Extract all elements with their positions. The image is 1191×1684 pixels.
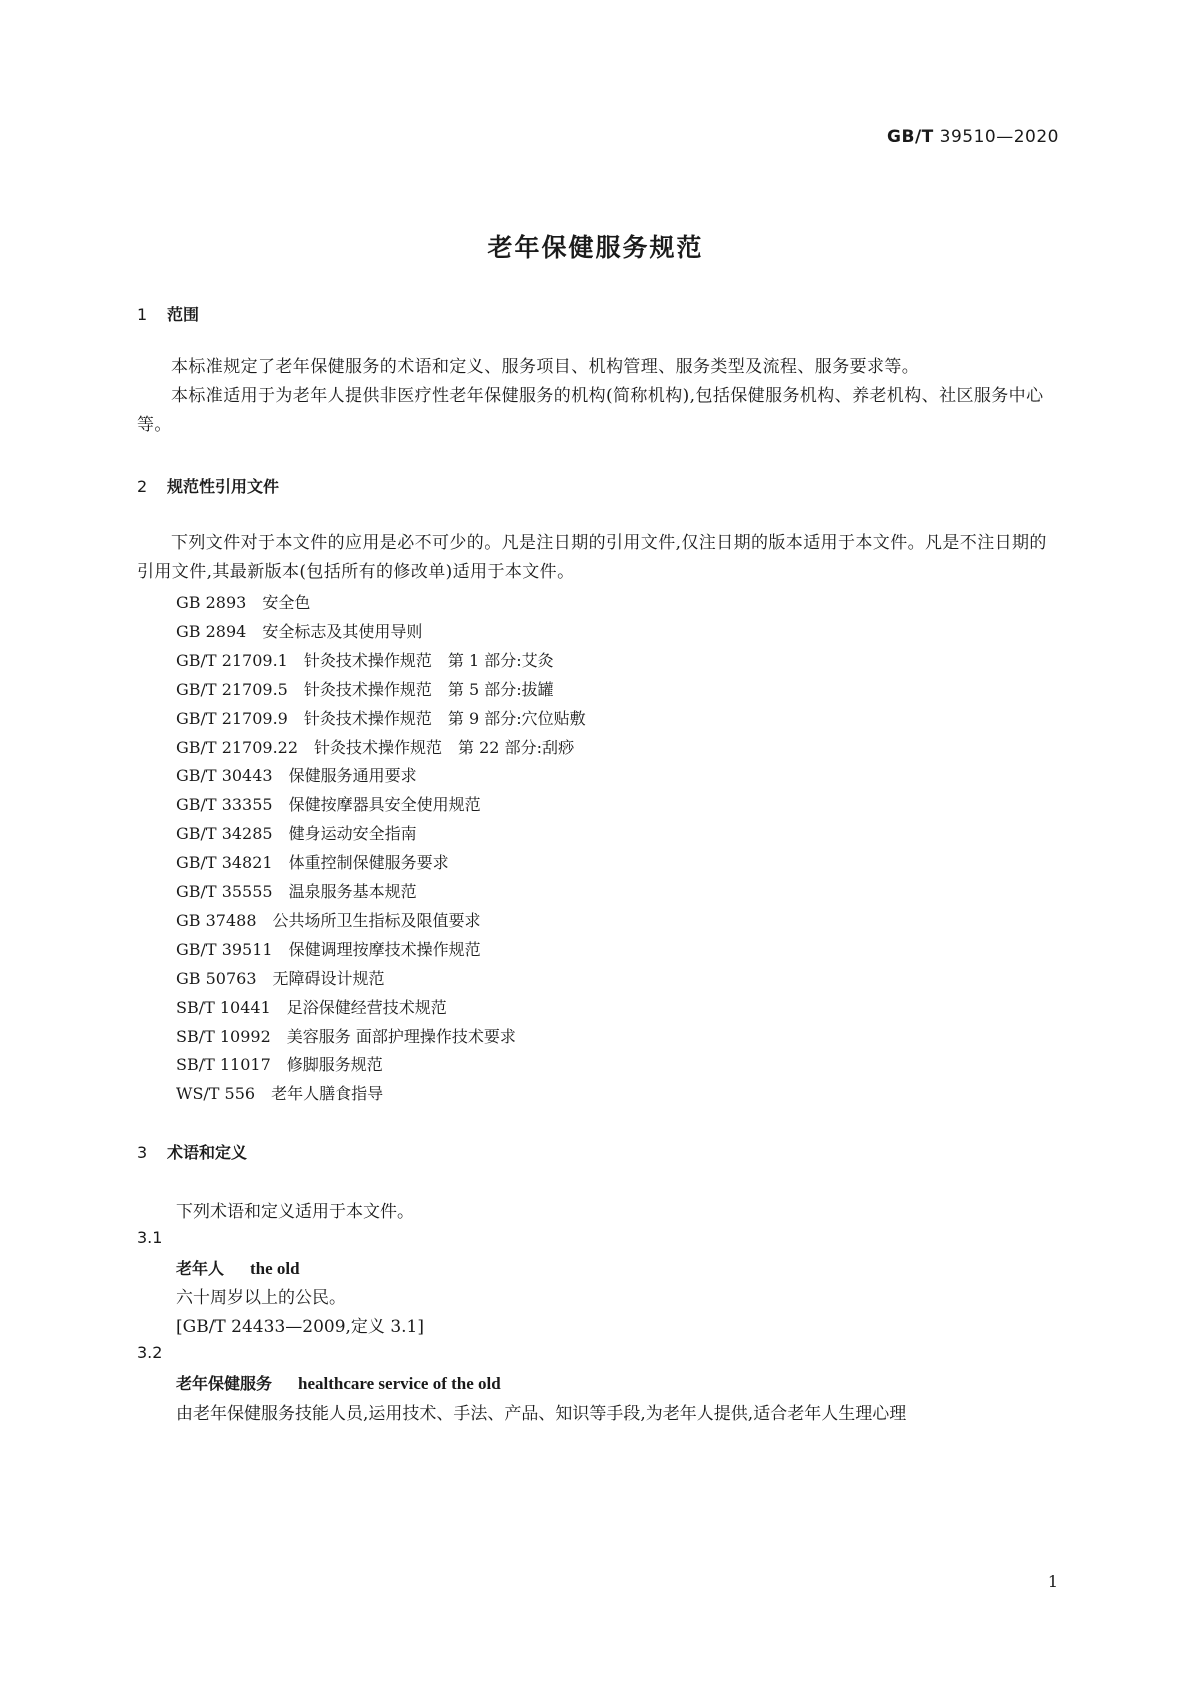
reference-title: 健身运动安全指南 bbox=[288, 824, 417, 843]
reference-title: 体重控制保健服务要求 bbox=[288, 853, 449, 872]
reference-title: 针灸技术操作规范 第 5 部分:拔罐 bbox=[303, 680, 554, 699]
term-3-2-definition: 由老年保健服务技能人员,运用技术、手法、产品、知识等手段,为老年人提供,适合老年人生理心理 bbox=[176, 1404, 907, 1424]
reference-code: GB/T 21709.22 bbox=[176, 738, 299, 757]
reference-item bbox=[176, 850, 449, 873]
reference-title: 针灸技术操作规范 第 22 部分:刮痧 bbox=[314, 738, 574, 757]
section-1-heading bbox=[137, 302, 199, 325]
reference-item bbox=[176, 619, 422, 642]
section-title: 术语和定义 bbox=[167, 1143, 248, 1162]
term-en: healthcare service of the old bbox=[298, 1374, 501, 1393]
reference-code: GB/T 34285 bbox=[176, 824, 273, 843]
section-3-intro: 下列术语和定义适用于本文件。 bbox=[176, 1202, 414, 1222]
section-1-paragraph-2: 本标准适用于为老年人提供非医疗性老年保健服务的机构(简称机构),包括保健服务机构、养老机构、社区服务中心等。 bbox=[137, 386, 1044, 435]
reference-title: 保健调理按摩技术操作规范 bbox=[288, 940, 481, 959]
reference-code: SB/T 11017 bbox=[176, 1055, 271, 1074]
section-title: 范围 bbox=[167, 305, 200, 324]
reference-item bbox=[176, 995, 447, 1018]
term-zh: 老年人 bbox=[176, 1259, 225, 1278]
reference-code: GB 37488 bbox=[176, 911, 257, 930]
term-3-1-number: 3.1 bbox=[137, 1228, 163, 1247]
standard-code-prefix: GB/T bbox=[887, 127, 934, 147]
term-zh: 老年保健服务 bbox=[176, 1374, 273, 1393]
standard-code bbox=[887, 127, 1059, 147]
reference-item bbox=[176, 648, 554, 671]
reference-title: 针灸技术操作规范 第 1 部分:艾灸 bbox=[303, 651, 554, 670]
reference-title: 老年人膳食指导 bbox=[271, 1084, 384, 1103]
reference-title: 温泉服务基本规范 bbox=[288, 882, 417, 901]
term-3-1-source: [GB/T 24433—2009,定义 3.1] bbox=[176, 1317, 424, 1337]
reference-item bbox=[176, 821, 417, 844]
reference-title: 保健服务通用要求 bbox=[288, 766, 417, 785]
section-2-intro: 下列文件对于本文件的应用是必不可少的。凡是注日期的引用文件,仅注日期的版本适用于本文件。凡是不注日期的引用文件,其最新版本(包括所有的修改单)适用于本文件。 bbox=[137, 533, 1047, 582]
reference-code: GB/T 21709.1 bbox=[176, 651, 288, 670]
reference-code: GB/T 34821 bbox=[176, 853, 273, 872]
section-3-heading bbox=[137, 1140, 247, 1163]
reference-item bbox=[176, 590, 310, 613]
reference-code: SB/T 10992 bbox=[176, 1027, 271, 1046]
reference-code: GB 50763 bbox=[176, 969, 257, 988]
reference-code: GB 2893 bbox=[176, 593, 247, 612]
reference-code: WS/T 556 bbox=[176, 1084, 256, 1103]
section-1-paragraph-1: 本标准规定了老年保健服务的术语和定义、服务项目、机构管理、服务类型及流程、服务要求等。 bbox=[171, 357, 920, 377]
term-3-1-heading bbox=[176, 1256, 300, 1279]
reference-item bbox=[176, 1081, 383, 1104]
reference-title: 保健按摩器具安全使用规范 bbox=[288, 795, 481, 814]
reference-item bbox=[176, 908, 481, 931]
section-number: 3 bbox=[137, 1143, 148, 1162]
reference-item bbox=[176, 966, 385, 989]
reference-item bbox=[176, 1052, 383, 1075]
reference-item bbox=[176, 706, 586, 729]
reference-title: 无障碍设计规范 bbox=[272, 969, 385, 988]
section-number: 1 bbox=[137, 305, 148, 324]
section-title: 规范性引用文件 bbox=[167, 477, 280, 496]
reference-code: GB/T 21709.9 bbox=[176, 709, 288, 728]
reference-title: 安全标志及其使用导则 bbox=[262, 622, 423, 641]
reference-item bbox=[176, 792, 481, 815]
reference-title: 足浴保健经营技术规范 bbox=[286, 998, 447, 1017]
page-number: 1 bbox=[1047, 1572, 1058, 1591]
reference-item bbox=[176, 735, 574, 758]
reference-code: SB/T 10441 bbox=[176, 998, 271, 1017]
reference-item bbox=[176, 937, 481, 960]
section-number: 2 bbox=[137, 477, 148, 496]
reference-code: GB/T 35555 bbox=[176, 882, 273, 901]
reference-title: 安全色 bbox=[262, 593, 311, 612]
reference-item bbox=[176, 879, 417, 902]
reference-code: GB/T 39511 bbox=[176, 940, 273, 959]
standard-code-number: 39510—2020 bbox=[939, 127, 1059, 147]
reference-code: GB 2894 bbox=[176, 622, 247, 641]
reference-title: 针灸技术操作规范 第 9 部分:穴位贴敷 bbox=[303, 709, 586, 728]
reference-title: 公共场所卫生指标及限值要求 bbox=[272, 911, 481, 930]
reference-title: 修脚服务规范 bbox=[286, 1055, 383, 1074]
reference-code: GB/T 33355 bbox=[176, 795, 273, 814]
reference-title: 美容服务 面部护理操作技术要求 bbox=[286, 1027, 516, 1046]
reference-item bbox=[176, 677, 554, 700]
document-title: 老年保健服务规范 bbox=[487, 233, 704, 262]
term-3-2-heading bbox=[176, 1371, 501, 1394]
term-3-1-definition: 六十周岁以上的公民。 bbox=[176, 1288, 346, 1308]
term-3-2-number: 3.2 bbox=[137, 1343, 163, 1362]
reference-item bbox=[176, 1024, 516, 1047]
term-en: the old bbox=[250, 1259, 300, 1278]
section-2-heading bbox=[137, 474, 279, 497]
reference-item bbox=[176, 763, 417, 786]
reference-code: GB/T 30443 bbox=[176, 766, 273, 785]
reference-code: GB/T 21709.5 bbox=[176, 680, 288, 699]
